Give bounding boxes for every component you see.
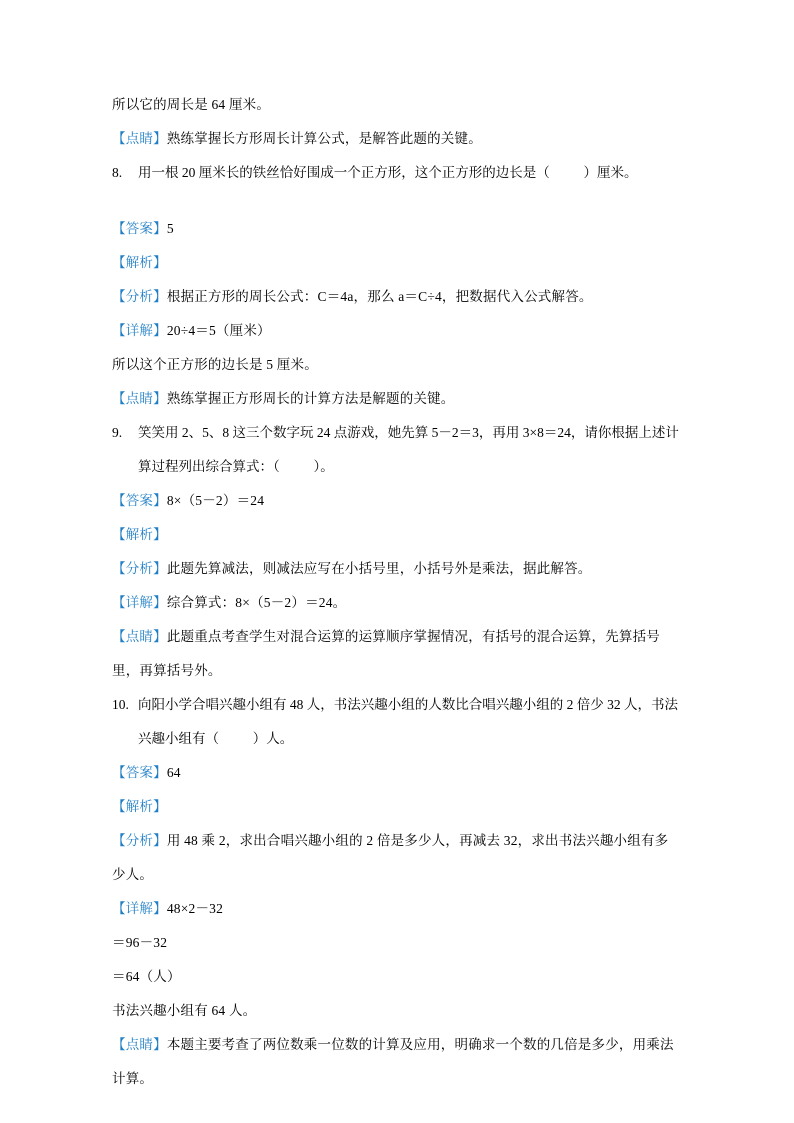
question-item bbox=[112, 156, 682, 190]
labeled-paragraph bbox=[112, 620, 682, 688]
paragraph bbox=[112, 926, 682, 960]
labeled-paragraph bbox=[112, 892, 682, 926]
question-text: 笑笑用 2、5、8 这三个数字玩 24 点游戏，她先算 5－2＝3，再用 3×8＝24，请你根据上述计算过程列出综合算式：（ ）。 bbox=[138, 425, 679, 474]
question-number: 9. bbox=[112, 425, 123, 440]
paragraph bbox=[112, 348, 682, 382]
paragraph-text: ＝96－32 bbox=[112, 935, 168, 950]
section-label: 【详解】 bbox=[112, 595, 167, 610]
paragraph-text: 5 bbox=[166, 221, 174, 236]
paragraph-text: 48×2－32 bbox=[166, 901, 224, 916]
section-label: 【答案】 bbox=[112, 765, 167, 780]
paragraph-text: 此题先算减法，则减法应写在小括号里，小括号外是乘法，据此解答。 bbox=[166, 561, 592, 576]
section-label: 【分析】 bbox=[112, 289, 167, 304]
section-label: 【点睛】 bbox=[112, 629, 167, 644]
labeled-paragraph bbox=[112, 280, 682, 314]
paragraph-text: 本题主要考查了两位数乘一位数的计算及应用，明确求一个数的几倍是多少，用乘法计算。 bbox=[112, 1037, 674, 1086]
section-label: 【详解】 bbox=[112, 323, 167, 338]
labeled-paragraph bbox=[112, 824, 682, 892]
paragraph-spacer bbox=[112, 190, 682, 212]
labeled-paragraph bbox=[112, 552, 682, 586]
paragraph-text: 此题重点考查学生对混合运算的运算顺序掌握情况，有括号的混合运算，先算括号里，再算括号外。 bbox=[112, 629, 661, 678]
section-label: 【点睛】 bbox=[112, 131, 167, 146]
paragraph-text: 所以这个正方形的边长是 5 厘米。 bbox=[112, 357, 318, 372]
labeled-paragraph bbox=[112, 122, 682, 156]
labeled-paragraph bbox=[112, 518, 682, 552]
paragraph-text: 熟练掌握正方形周长的计算方法是解题的关键。 bbox=[166, 391, 455, 406]
paragraph-text: 8×（5－2）＝24 bbox=[166, 493, 265, 508]
paragraph-text: 书法兴趣小组有 64 人。 bbox=[112, 1003, 257, 1018]
section-label: 【点睛】 bbox=[112, 391, 167, 406]
section-label: 【分析】 bbox=[112, 833, 167, 848]
section-label: 【点睛】 bbox=[112, 1037, 167, 1052]
labeled-paragraph bbox=[112, 586, 682, 620]
question-text: 用一根 20 厘米长的铁丝恰好围成一个正方形，这个正方形的边长是（ ）厘米。 bbox=[138, 165, 638, 180]
document-content bbox=[112, 88, 682, 1096]
paragraph-text: ＝64（人） bbox=[112, 969, 181, 984]
section-label: 【解析】 bbox=[112, 799, 167, 814]
section-label: 【分析】 bbox=[112, 561, 167, 576]
question-number: 10. bbox=[112, 697, 129, 712]
question-item bbox=[112, 688, 682, 756]
section-label: 【答案】 bbox=[112, 221, 167, 236]
paragraph bbox=[112, 960, 682, 994]
labeled-paragraph bbox=[112, 382, 682, 416]
paragraph bbox=[112, 88, 682, 122]
question-number: 8. bbox=[112, 165, 123, 180]
paragraph-text: 根据正方形的周长公式：C＝4a，那么 a＝C÷4，把数据代入公式解答。 bbox=[166, 289, 593, 304]
section-label: 【详解】 bbox=[112, 901, 167, 916]
paragraph-text: 所以它的周长是 64 厘米。 bbox=[112, 97, 271, 112]
labeled-paragraph bbox=[112, 756, 682, 790]
paragraph-text: 熟练掌握长方形周长计算公式，是解答此题的关键。 bbox=[166, 131, 482, 146]
paragraph bbox=[112, 994, 682, 1028]
section-label: 【答案】 bbox=[112, 493, 167, 508]
labeled-paragraph bbox=[112, 314, 682, 348]
section-label: 【解析】 bbox=[112, 527, 167, 542]
question-item bbox=[112, 416, 682, 484]
labeled-paragraph bbox=[112, 246, 682, 280]
paragraph-text: 用 48 乘 2，求出合唱兴趣小组的 2 倍是多少人，再减去 32，求出书法兴趣小组有多少人。 bbox=[112, 833, 669, 882]
labeled-paragraph bbox=[112, 212, 682, 246]
paragraph-text: 20÷4＝5（厘米） bbox=[166, 323, 271, 338]
paragraph-text: 64 bbox=[166, 765, 181, 780]
labeled-paragraph bbox=[112, 1028, 682, 1096]
section-label: 【解析】 bbox=[112, 255, 167, 270]
labeled-paragraph bbox=[112, 484, 682, 518]
paragraph-text: 综合算式：8×（5－2）＝24。 bbox=[166, 595, 347, 610]
question-text: 向阳小学合唱兴趣小组有 48 人，书法兴趣小组的人数比合唱兴趣小组的 2 倍少 32 人，书法兴趣小组有（ ）人。 bbox=[138, 697, 678, 746]
labeled-paragraph bbox=[112, 790, 682, 824]
